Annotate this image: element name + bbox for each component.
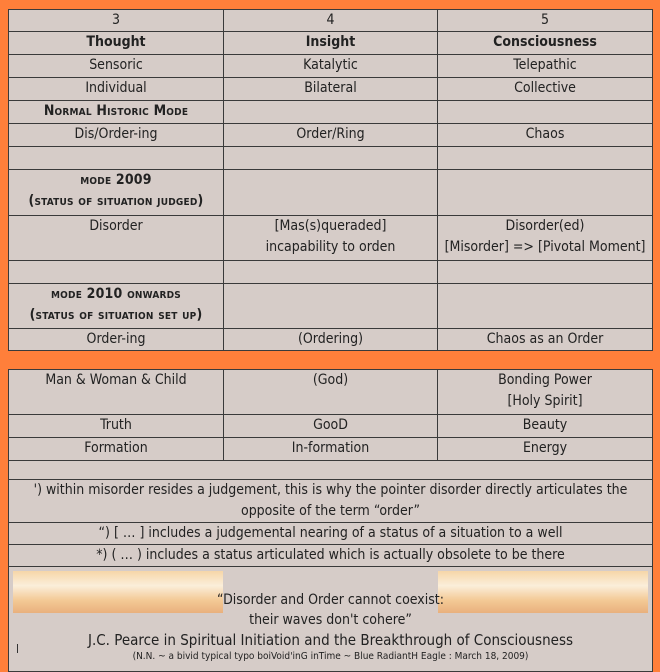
cell-line: incapability to orden [265, 239, 396, 255]
table-row [9, 370, 653, 415]
table-row [9, 147, 653, 170]
quote-row [9, 567, 653, 672]
table-cell [224, 170, 438, 216]
column-number: 4 [224, 10, 438, 32]
note-row [9, 480, 653, 523]
blank-row [9, 461, 653, 480]
table-cell: Formation [9, 438, 224, 461]
note-row [9, 545, 653, 567]
cell-line: [Misorder] => [Pivotal Moment] [444, 239, 646, 255]
table-cell: Energy [438, 438, 653, 461]
normal-mode-label: Normal Historic Mode [9, 101, 224, 124]
table-cell [9, 147, 224, 170]
header-insight: Insight [224, 32, 438, 55]
note-row [9, 523, 653, 545]
table-cell: Order-ing [9, 329, 224, 351]
table-cell: Man & Woman & Child [9, 370, 224, 415]
table-row [9, 101, 653, 124]
column-number: 5 [438, 10, 653, 32]
table-cell: Disorder [9, 216, 224, 261]
table-cell [224, 261, 438, 284]
mode-2010-label [9, 284, 224, 329]
column-number: 3 [9, 10, 224, 32]
table-cell: Individual [9, 78, 224, 101]
quote-block [9, 567, 653, 672]
table-cell: Order/Ring [224, 124, 438, 147]
table-cell [224, 284, 438, 329]
cell-line: [Mas(s)queraded] [274, 218, 387, 234]
table-cell: (Ordering) [224, 329, 438, 351]
table-cell: Telepathic [438, 55, 653, 78]
signature: (N.N. ~ a bivid typical typo boiVoid'inG inTime ~ Blue RadiantH Eagle : March 18, 2009) [132, 651, 529, 662]
quote-line: their waves don't cohere” [249, 612, 412, 628]
column-number-row [9, 10, 653, 32]
upper-table [8, 9, 653, 351]
cell-line: Disorder(ed) [505, 218, 585, 234]
table-row [9, 415, 653, 438]
cell-line: [Holy Spirit] [507, 393, 583, 409]
footnote: “) [ … ] includes a judgemental nearing of a status of a situation to a well [9, 523, 653, 545]
table-cell [438, 147, 653, 170]
text-cursor [17, 644, 18, 653]
table-cell [438, 170, 653, 216]
header-thought: Thought [9, 32, 224, 55]
footnote: ') within misorder resides a judgement, this is why the pointer disorder directly articulates the opposite of the term “order” [9, 480, 653, 523]
lower-table [8, 369, 653, 672]
table-cell: Truth [9, 415, 224, 438]
table-row [9, 124, 653, 147]
table-cell: Beauty [438, 415, 653, 438]
mode-2010-line1: mode 2010 onwards [51, 286, 181, 302]
table-cell [438, 101, 653, 124]
cell-line: Bonding Power [498, 372, 592, 388]
table-row [9, 170, 653, 216]
mode-2009-line1: mode 2009 [80, 172, 152, 188]
table-row [9, 216, 653, 261]
footnote: *) ( … ) includes a status articulated which is actually obsolete to be there [9, 545, 653, 567]
table-row [9, 261, 653, 284]
table-row [9, 461, 653, 480]
table-cell: Sensoric [9, 55, 224, 78]
table-cell [438, 261, 653, 284]
header-consciousness: Consciousness [438, 32, 653, 55]
table-cell: Dis/Order-ing [9, 124, 224, 147]
table-cell: Chaos [438, 124, 653, 147]
table-cell: Chaos as an Order [438, 329, 653, 351]
mode-2010-line2: (status of situation set up) [29, 307, 203, 323]
table-cell: Bilateral [224, 78, 438, 101]
table-cell [438, 216, 653, 261]
quote-line: “Disorder and Order cannot coexist: [217, 592, 444, 608]
table-cell [224, 147, 438, 170]
table-cell: Katalytic [224, 55, 438, 78]
table-row [9, 329, 653, 351]
mode-2009-label [9, 170, 224, 216]
table-cell [224, 216, 438, 261]
mode-2009-line2: (status of situation judged) [28, 193, 204, 209]
table-row [9, 55, 653, 78]
table-row [9, 78, 653, 101]
table-row [9, 438, 653, 461]
table-cell: In-formation [224, 438, 438, 461]
table-row [9, 284, 653, 329]
table-cell [224, 101, 438, 124]
quote-credit: J.C. Pearce in Spiritual Initiation and the Breakthrough of Consciousness [87, 631, 574, 649]
table-cell: (God) [224, 370, 438, 415]
table-cell: Collective [438, 78, 653, 101]
table-cell: GooD [224, 415, 438, 438]
table-cell [9, 261, 224, 284]
table-cell [438, 284, 653, 329]
table-cell [438, 370, 653, 415]
header-row [9, 32, 653, 55]
